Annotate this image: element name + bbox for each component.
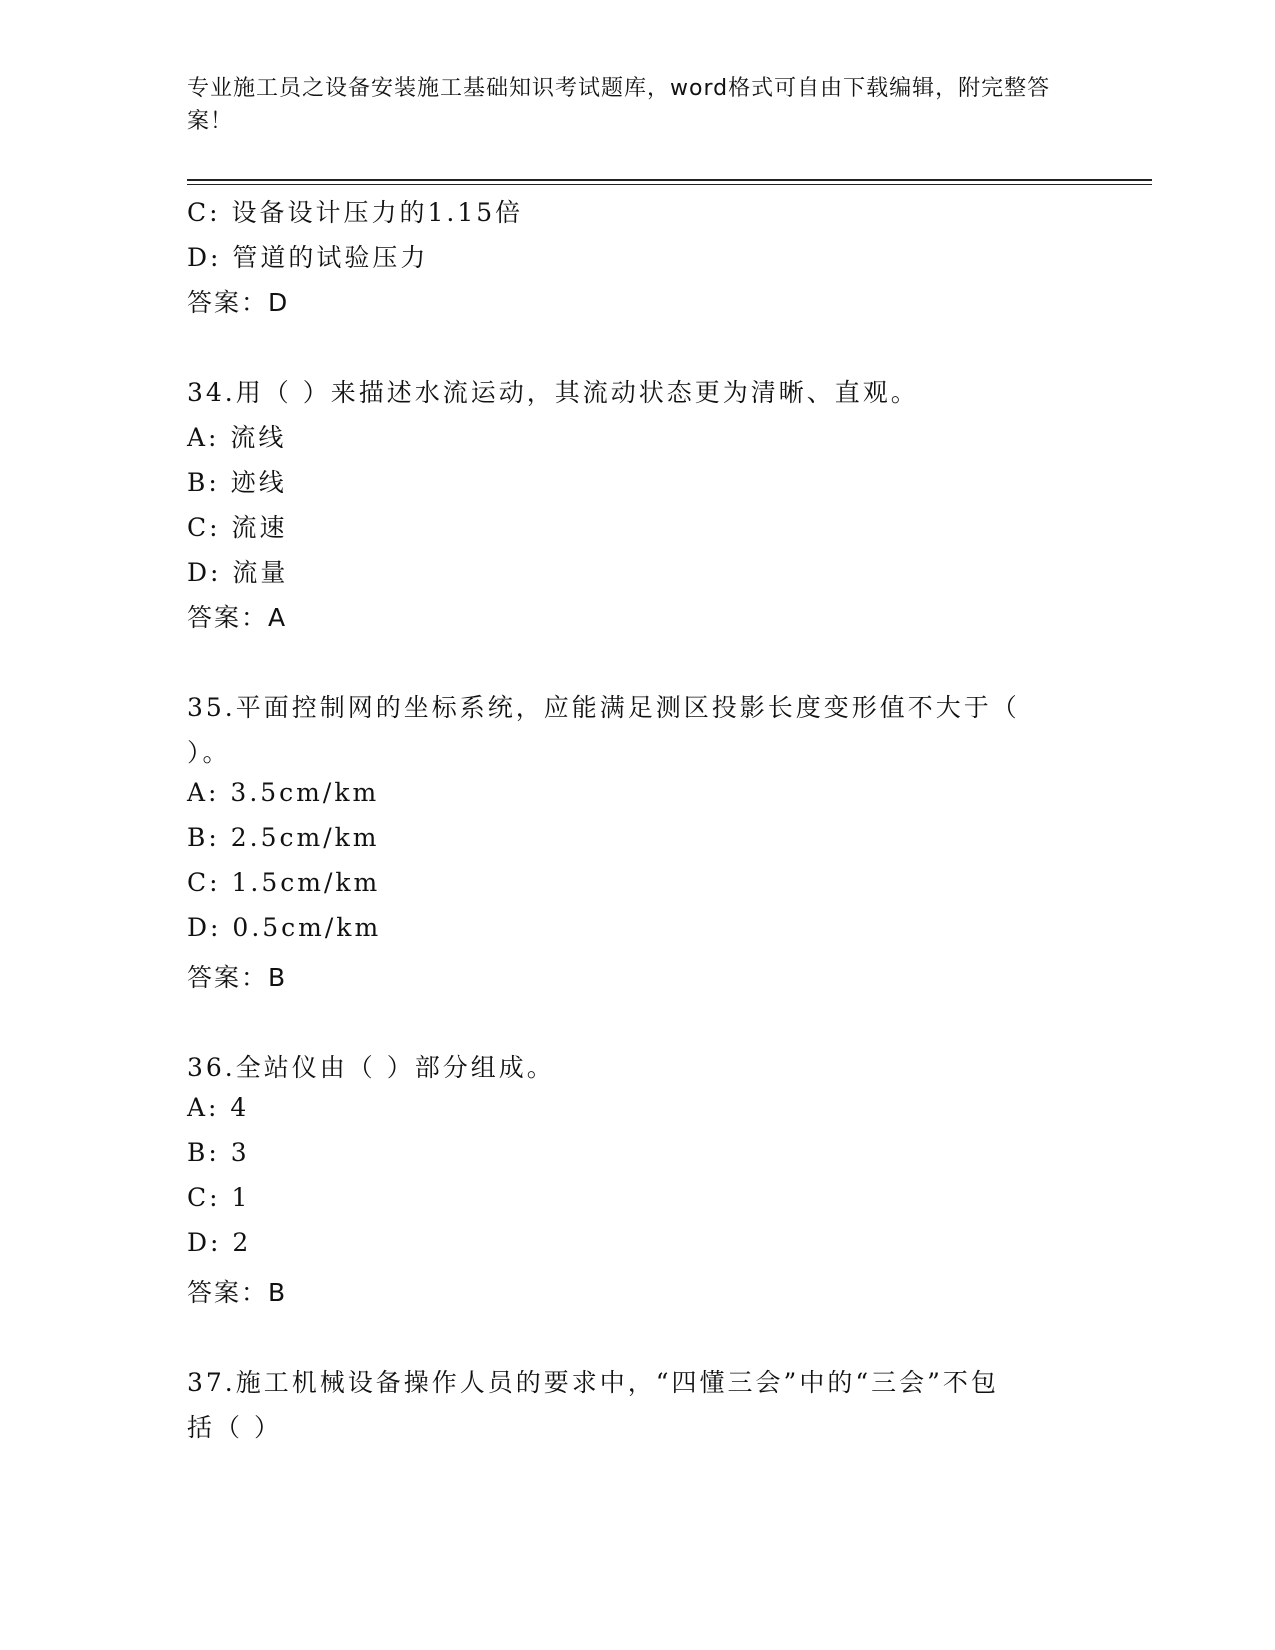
- answer-36: 答案：B: [187, 1278, 288, 1307]
- option-d: D: 管道的试验压力: [187, 243, 429, 272]
- option-a: A: 3.5cm/km: [187, 778, 380, 807]
- option-a: A: 4: [187, 1093, 250, 1122]
- question-36: 36.全站仪由（ ）部分组成。: [187, 1053, 555, 1082]
- document-header: [187, 72, 1067, 138]
- answer-34: 答案：A: [187, 603, 288, 632]
- question-34: 34.用（ ）来描述水流运动，其流动状态更为清晰、直观。: [187, 378, 919, 407]
- option-d: D: 0.5cm/km: [187, 913, 382, 942]
- answer-35: 答案：B: [187, 963, 288, 992]
- answer-33: 答案：D: [187, 288, 290, 317]
- question-35-continued: ）。: [187, 738, 231, 767]
- option-b: B: 3: [187, 1138, 250, 1167]
- header-title: 专业施工员之设备安装施工基础知识考试题库，word格式可自由下载编辑，附完整答案！: [187, 76, 1051, 134]
- option-c: C: 1: [187, 1183, 251, 1212]
- option-c: C: 设备设计压力的1.15倍: [187, 198, 524, 227]
- question-37: 37.施工机械设备操作人员的要求中，“四懂三会”中的“三会”不包: [187, 1368, 999, 1397]
- option-a: A: 流线: [187, 423, 287, 452]
- option-b: B: 2.5cm/km: [187, 823, 380, 852]
- question-35: 35.平面控制网的坐标系统，应能满足测区投影长度变形值不大于（: [187, 693, 1020, 722]
- option-d: D: 2: [187, 1228, 252, 1257]
- option-b: B: 迹线: [187, 468, 287, 497]
- option-c: C: 流速: [187, 513, 288, 542]
- option-d: D: 流量: [187, 558, 289, 587]
- header-rule-thick: [187, 179, 1152, 181]
- header-rule-thin: [187, 184, 1152, 185]
- option-c: C: 1.5cm/km: [187, 868, 381, 897]
- question-37-continued: 括（ ）: [187, 1413, 282, 1442]
